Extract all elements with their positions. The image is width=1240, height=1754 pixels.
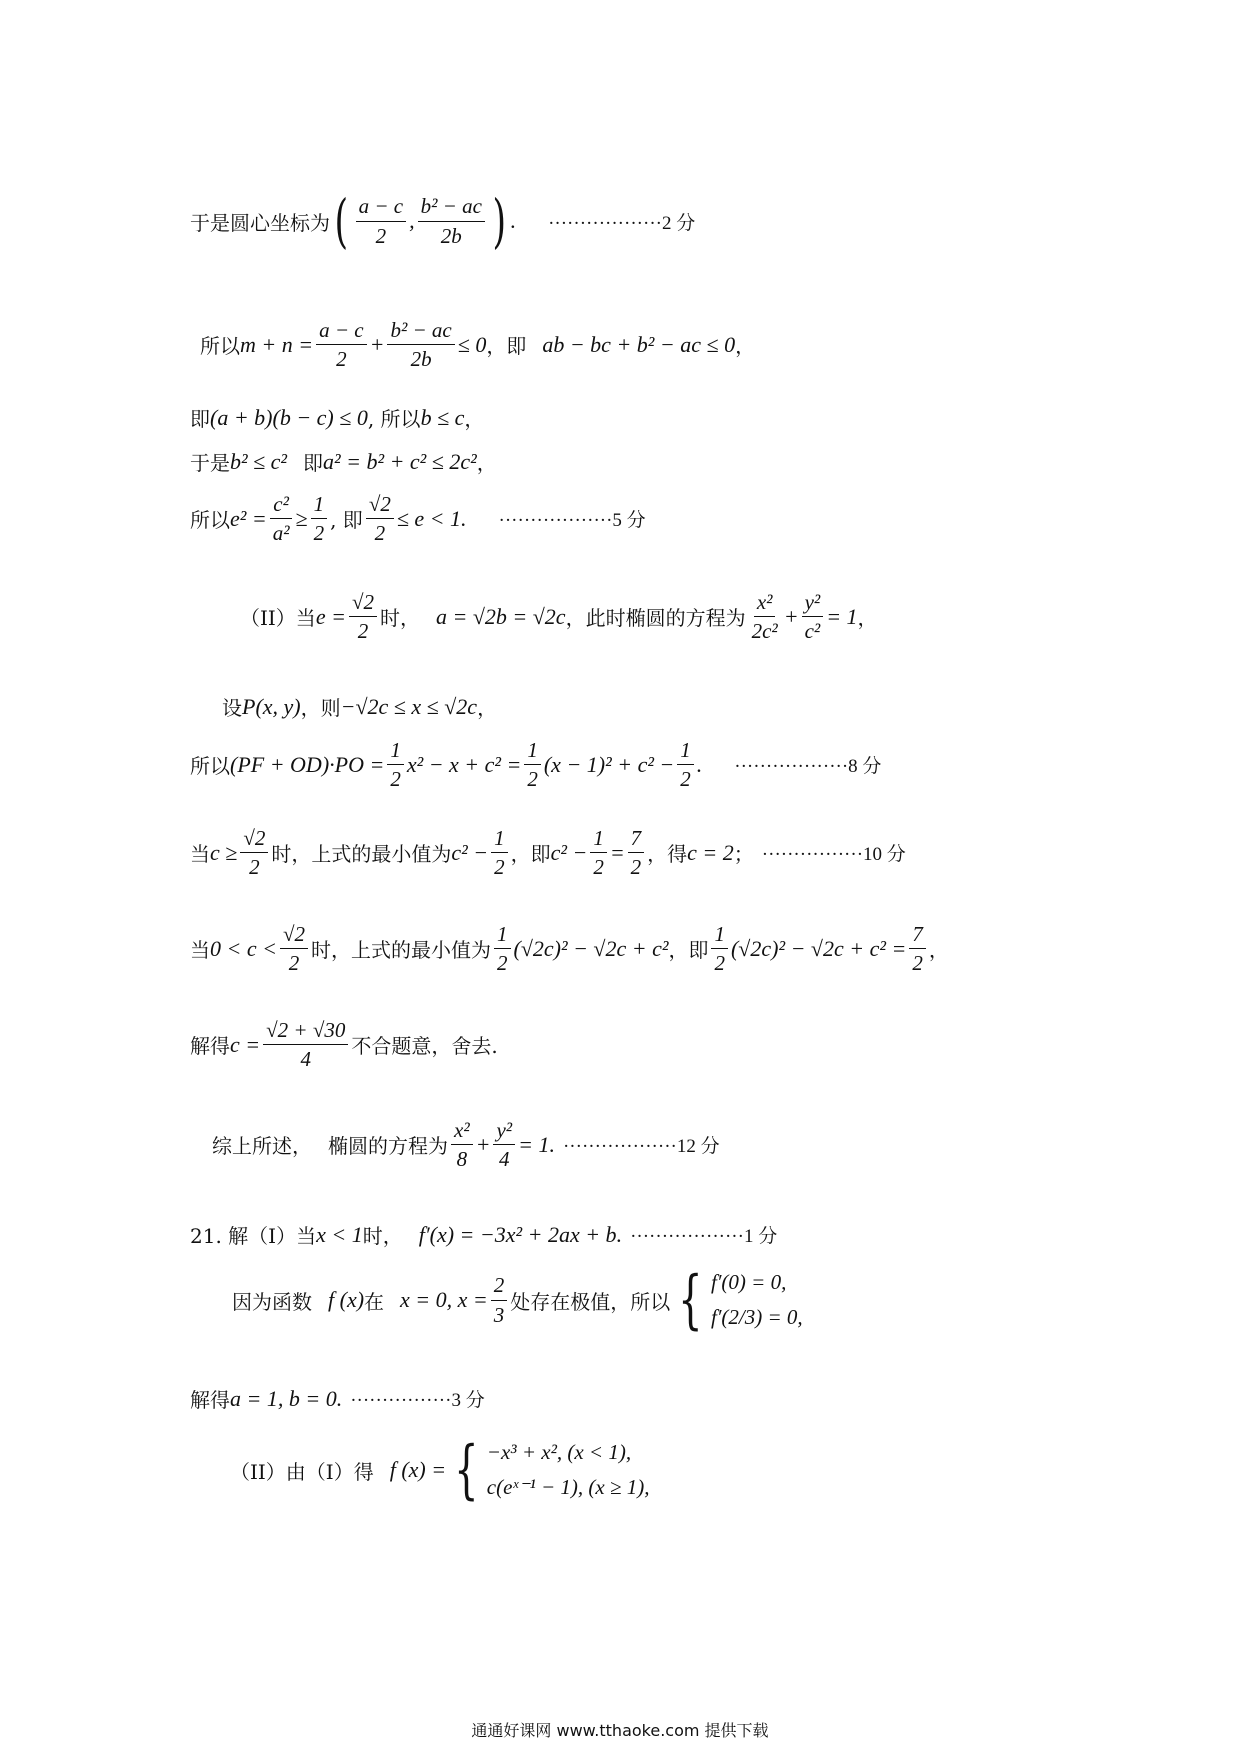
numerator: b² − ac: [387, 318, 454, 345]
fraction: [418, 194, 485, 247]
math: = 1: [826, 603, 858, 629]
numerator: √2 + √30: [263, 1018, 348, 1045]
line-4: [190, 447, 497, 476]
text: ，即: [486, 334, 527, 359]
left-brace: {: [454, 1433, 479, 1507]
numerator: √2: [349, 590, 377, 617]
line-15: [190, 1384, 485, 1413]
fraction: [387, 318, 454, 371]
line-7: [222, 692, 497, 721]
math: ≥: [295, 505, 308, 531]
math: (√2c)² − √2c + c² =: [730, 935, 907, 961]
text: 解得: [190, 1034, 230, 1059]
line-3: [190, 403, 484, 432]
denominator: 2: [249, 855, 260, 880]
fraction: [280, 922, 308, 975]
numerator: y²: [493, 1118, 515, 1145]
denominator: 8: [456, 1147, 468, 1172]
case-row: c(eˣ⁻¹ − 1), (x ≥ 1),: [486, 1475, 650, 1499]
numerator: 7: [628, 826, 645, 853]
text: ，此时椭圆的方程为: [565, 606, 746, 631]
left-paren: (: [334, 187, 349, 255]
text: 于是圆心坐标为: [190, 210, 330, 235]
text: ，即: [510, 842, 551, 867]
case-list: [487, 1440, 650, 1500]
denominator: 2: [714, 951, 725, 976]
text: 处存在极值，所以: [510, 1289, 671, 1314]
fraction: [677, 738, 694, 791]
math: +: [475, 1131, 491, 1157]
right-paren: ): [492, 187, 507, 255]
fraction: [802, 590, 824, 643]
text: 椭圆的方程为: [328, 1134, 448, 1159]
numerator: b² − ac: [418, 194, 485, 221]
denominator: 2: [313, 521, 325, 546]
math: c ≥: [210, 839, 238, 865]
math: .: [336, 1385, 343, 1411]
text: ，: [464, 407, 485, 431]
numerator: 1: [387, 738, 404, 765]
case-list: [711, 1270, 803, 1330]
line-6: [240, 590, 878, 643]
fraction: [749, 590, 781, 643]
footer-source: 通通好课网 www.tthaoke.com 提供下载: [471, 1721, 769, 1740]
math: m + n =: [240, 331, 314, 357]
denominator: 2c²: [751, 619, 778, 644]
math: e =: [315, 603, 346, 629]
math: b² ≤ c²: [230, 448, 288, 474]
math: a = 1, b = 0: [230, 1385, 337, 1411]
denominator: 2: [336, 347, 347, 372]
math: c² −: [550, 839, 588, 865]
fraction: [316, 318, 367, 371]
denominator: 2: [593, 855, 604, 880]
math: = 1.: [518, 1131, 555, 1157]
line-10: [190, 922, 949, 975]
math: c =: [230, 1031, 261, 1057]
math: ≤ 0: [457, 331, 487, 357]
text: 当: [190, 938, 210, 963]
line-14: [232, 1263, 803, 1337]
math: ab − bc + b² − ac ≤ 0: [542, 331, 736, 357]
line-11: [190, 1018, 498, 1071]
math: a² = b² + c² ≤ 2c²: [323, 448, 477, 474]
fraction: [311, 492, 328, 545]
text: 在: [364, 1289, 385, 1314]
numerator: x²: [754, 590, 776, 617]
numerator: √2: [240, 826, 268, 853]
text: 21. 解（I）当: [190, 1224, 317, 1248]
denominator: 3: [493, 1302, 505, 1327]
fraction: [451, 1118, 473, 1171]
denominator: 2: [390, 767, 401, 792]
fraction: [349, 590, 377, 643]
text: 时，: [362, 1224, 403, 1248]
line-1: [190, 187, 696, 255]
score: ··················1 分: [630, 1226, 778, 1247]
math: −√2c ≤ x ≤ √2c: [340, 693, 478, 719]
denominator: 4: [300, 1047, 311, 1072]
math: (x − 1)² + c² −: [543, 751, 675, 777]
period: .: [510, 208, 517, 233]
numerator: 1: [677, 738, 694, 765]
math: (PF + OD)·PO =: [230, 751, 385, 777]
score: ················3 分: [350, 1390, 485, 1411]
denominator: 2: [375, 223, 387, 248]
math: c = 2: [687, 839, 734, 865]
math: =: [609, 839, 625, 865]
numerator: x²: [451, 1118, 473, 1145]
numerator: √2: [280, 922, 308, 949]
text: ，: [476, 451, 497, 475]
left-brace: {: [678, 1263, 703, 1337]
text: （II）由（I）得: [230, 1459, 374, 1484]
fraction: [356, 194, 407, 247]
denominator: 2: [680, 767, 691, 792]
text: 时，: [379, 606, 420, 631]
fraction: [493, 1118, 515, 1171]
text: 设: [222, 696, 242, 720]
text: ，: [857, 606, 878, 631]
denominator: 2: [527, 767, 538, 792]
text: ，得: [647, 842, 688, 867]
line-8: [190, 738, 881, 791]
numerator: 1: [524, 738, 541, 765]
text: ，: [477, 696, 498, 720]
math: ≤ e < 1.: [396, 505, 467, 531]
fraction: [711, 922, 728, 975]
denominator: 2: [497, 951, 508, 976]
text: 即: [190, 407, 210, 431]
fraction: [909, 922, 926, 975]
math: a = √2b = √2c: [435, 603, 566, 629]
numerator: c²: [270, 492, 292, 519]
math: e² =: [230, 505, 267, 531]
fraction: [366, 492, 394, 545]
numerator: a − c: [356, 194, 407, 221]
comma: ,: [409, 208, 415, 233]
fraction: [263, 1018, 348, 1071]
text: 即: [303, 451, 324, 475]
numerator: y²: [802, 590, 824, 617]
line-12: [212, 1118, 720, 1171]
denominator: 2: [630, 855, 642, 880]
numerator: a − c: [316, 318, 367, 345]
numerator: 1: [311, 492, 328, 519]
score: ··················12 分: [562, 1136, 720, 1158]
text: 所以: [200, 334, 240, 359]
denominator: 2: [912, 951, 923, 976]
fraction: [494, 922, 511, 975]
text: 所以: [190, 754, 230, 779]
case-row: f′(0) = 0,: [710, 1270, 787, 1294]
math: (a + b)(b − c) ≤ 0: [210, 404, 368, 430]
denominator: c²: [804, 619, 821, 644]
numerator: 1: [590, 826, 607, 853]
text: , 即: [330, 508, 363, 533]
math: 0 < c <: [210, 935, 277, 961]
text: 综上所述，: [212, 1134, 312, 1159]
case-row: −x³ + x², (x < 1),: [486, 1440, 632, 1464]
text: ；: [733, 842, 754, 867]
text: 于是: [190, 451, 230, 475]
score: ··················5 分: [498, 510, 646, 532]
text: 时，上式的最小值为: [311, 938, 491, 963]
fraction: [524, 738, 541, 791]
text: 当: [190, 842, 210, 867]
numerator: 1: [711, 922, 728, 949]
text: , 所以: [367, 407, 421, 431]
text: ，: [928, 938, 949, 963]
numerator: 7: [909, 922, 926, 949]
math: P(x, y): [242, 693, 301, 719]
math: b ≤ c: [420, 404, 465, 430]
denominator: 2b: [440, 223, 462, 248]
fraction: [590, 826, 607, 879]
text: 时，上式的最小值为: [271, 842, 452, 867]
math: (√2c)² − √2c + c²: [513, 935, 669, 961]
denominator: 4: [499, 1147, 510, 1172]
math: x < 1: [316, 1221, 363, 1247]
line-16: [230, 1433, 650, 1507]
math: c² −: [451, 839, 489, 865]
numerator: √2: [366, 492, 394, 519]
math: f′(x) = −3x² + 2ax + b: [418, 1221, 617, 1247]
text: ，: [735, 334, 756, 359]
text: 解得: [190, 1388, 230, 1412]
fraction: [491, 826, 508, 879]
math: +: [783, 603, 799, 629]
fraction: [270, 492, 293, 545]
text: （II）当: [240, 606, 316, 631]
math: f (x): [328, 1287, 365, 1312]
text: ，则: [300, 696, 341, 720]
line-2: [200, 318, 755, 371]
numerator: 2: [491, 1273, 508, 1300]
fraction: [387, 738, 404, 791]
denominator: 2b: [410, 347, 432, 372]
math: .: [616, 1221, 623, 1247]
text: 不合题意，舍去.: [351, 1034, 498, 1059]
line-13: [190, 1220, 777, 1249]
math: x = 0, x =: [400, 1287, 488, 1312]
score: ················10 分: [761, 844, 906, 866]
numerator: 1: [494, 922, 511, 949]
math: f (x) =: [389, 1457, 447, 1482]
line-9: [190, 826, 906, 879]
line-5: [190, 492, 646, 545]
denominator: 2: [374, 521, 386, 546]
math: .: [696, 751, 703, 777]
numerator: 1: [491, 826, 508, 853]
score: ··················2 分: [548, 212, 696, 234]
denominator: a²: [272, 521, 290, 546]
fraction: [628, 826, 645, 879]
math: +: [369, 331, 385, 357]
denominator: 2: [494, 855, 505, 880]
text: 因为函数: [232, 1289, 312, 1314]
fraction: [240, 826, 268, 879]
denominator: 2: [288, 951, 300, 976]
fraction: [491, 1273, 508, 1326]
denominator: 2: [357, 619, 369, 644]
case-row: f′(2/3) = 0,: [710, 1305, 803, 1329]
text: ，即: [668, 938, 709, 963]
math: x² − x + c² =: [406, 751, 522, 777]
score: ··················8 分: [734, 756, 882, 778]
text: 所以: [190, 508, 230, 533]
